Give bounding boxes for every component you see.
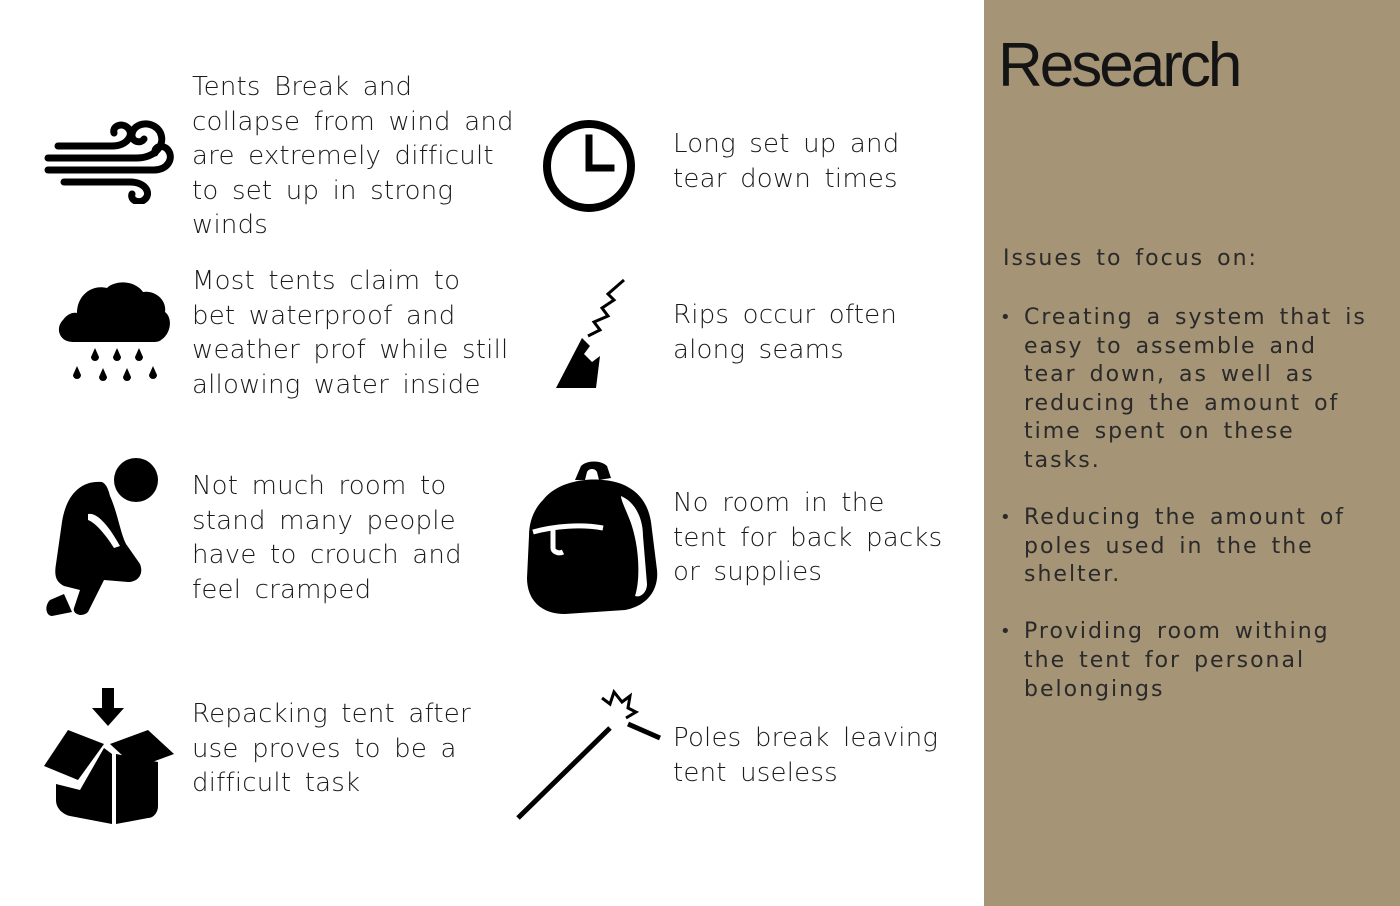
focus-list <box>1000 304 1380 733</box>
crouching-person-icon <box>44 456 160 616</box>
text-line: tent for back packs <box>673 522 943 553</box>
list-item: • Reducing the amount of poles used in the the shelter. <box>1000 504 1380 590</box>
text-line: feel cramped <box>192 574 372 605</box>
text-line: stand many people <box>192 505 456 536</box>
text-line: Most tents claim to <box>192 266 461 296</box>
text-line: Rips occur often <box>673 300 898 330</box>
issue-text <box>673 721 938 790</box>
backpack-icon <box>525 460 659 614</box>
wind-icon <box>42 118 178 204</box>
text-line: Tents Break and <box>192 72 413 102</box>
text-line: tear down times <box>673 163 898 194</box>
rip-icon <box>552 276 628 388</box>
text-line: to set up in strong <box>192 175 454 206</box>
text-line: collapse from wind and <box>192 106 514 137</box>
clock-icon <box>541 118 637 214</box>
text-line: winds <box>192 210 269 240</box>
text-line: along seams <box>673 334 844 365</box>
text-line: difficult task <box>192 768 361 798</box>
subheading: Issues to focus on: <box>1003 246 1258 271</box>
issue-text <box>192 70 514 243</box>
list-item: • Creating a system that is easy to assemble and tear down, as well as reducing the amount of time spent on these tasks. <box>1000 304 1380 476</box>
text-line: bet waterproof and <box>192 300 456 331</box>
text-line: or supplies <box>673 557 823 587</box>
text-line: tent useless <box>673 757 838 788</box>
text-line: No room in the <box>673 488 885 518</box>
text-line: Repacking tent after <box>192 699 471 729</box>
issue-text <box>192 697 471 801</box>
text-line: Not much room to <box>192 471 447 501</box>
issue-text <box>673 298 897 367</box>
text-line: are extremely difficult <box>192 141 494 171</box>
issue-text <box>192 469 462 607</box>
issue-text <box>192 264 508 402</box>
broken-pole-icon <box>512 686 666 822</box>
list-item: • Providing room withing the tent for personal belongings <box>1000 618 1380 704</box>
page-title: Research <box>998 31 1240 100</box>
issue-text <box>673 127 899 196</box>
text-line: have to crouch and <box>192 540 462 570</box>
text-line: Poles break leaving <box>673 723 939 753</box>
text-line: Long set up and <box>673 129 900 159</box>
box-pack-icon <box>40 688 176 824</box>
text-line: use proves to be a <box>192 733 457 764</box>
issue-text <box>673 486 942 590</box>
text-line: allowing water inside <box>192 369 481 400</box>
text-line: weather prof while still <box>192 335 509 365</box>
rain-cloud-icon <box>55 282 173 390</box>
